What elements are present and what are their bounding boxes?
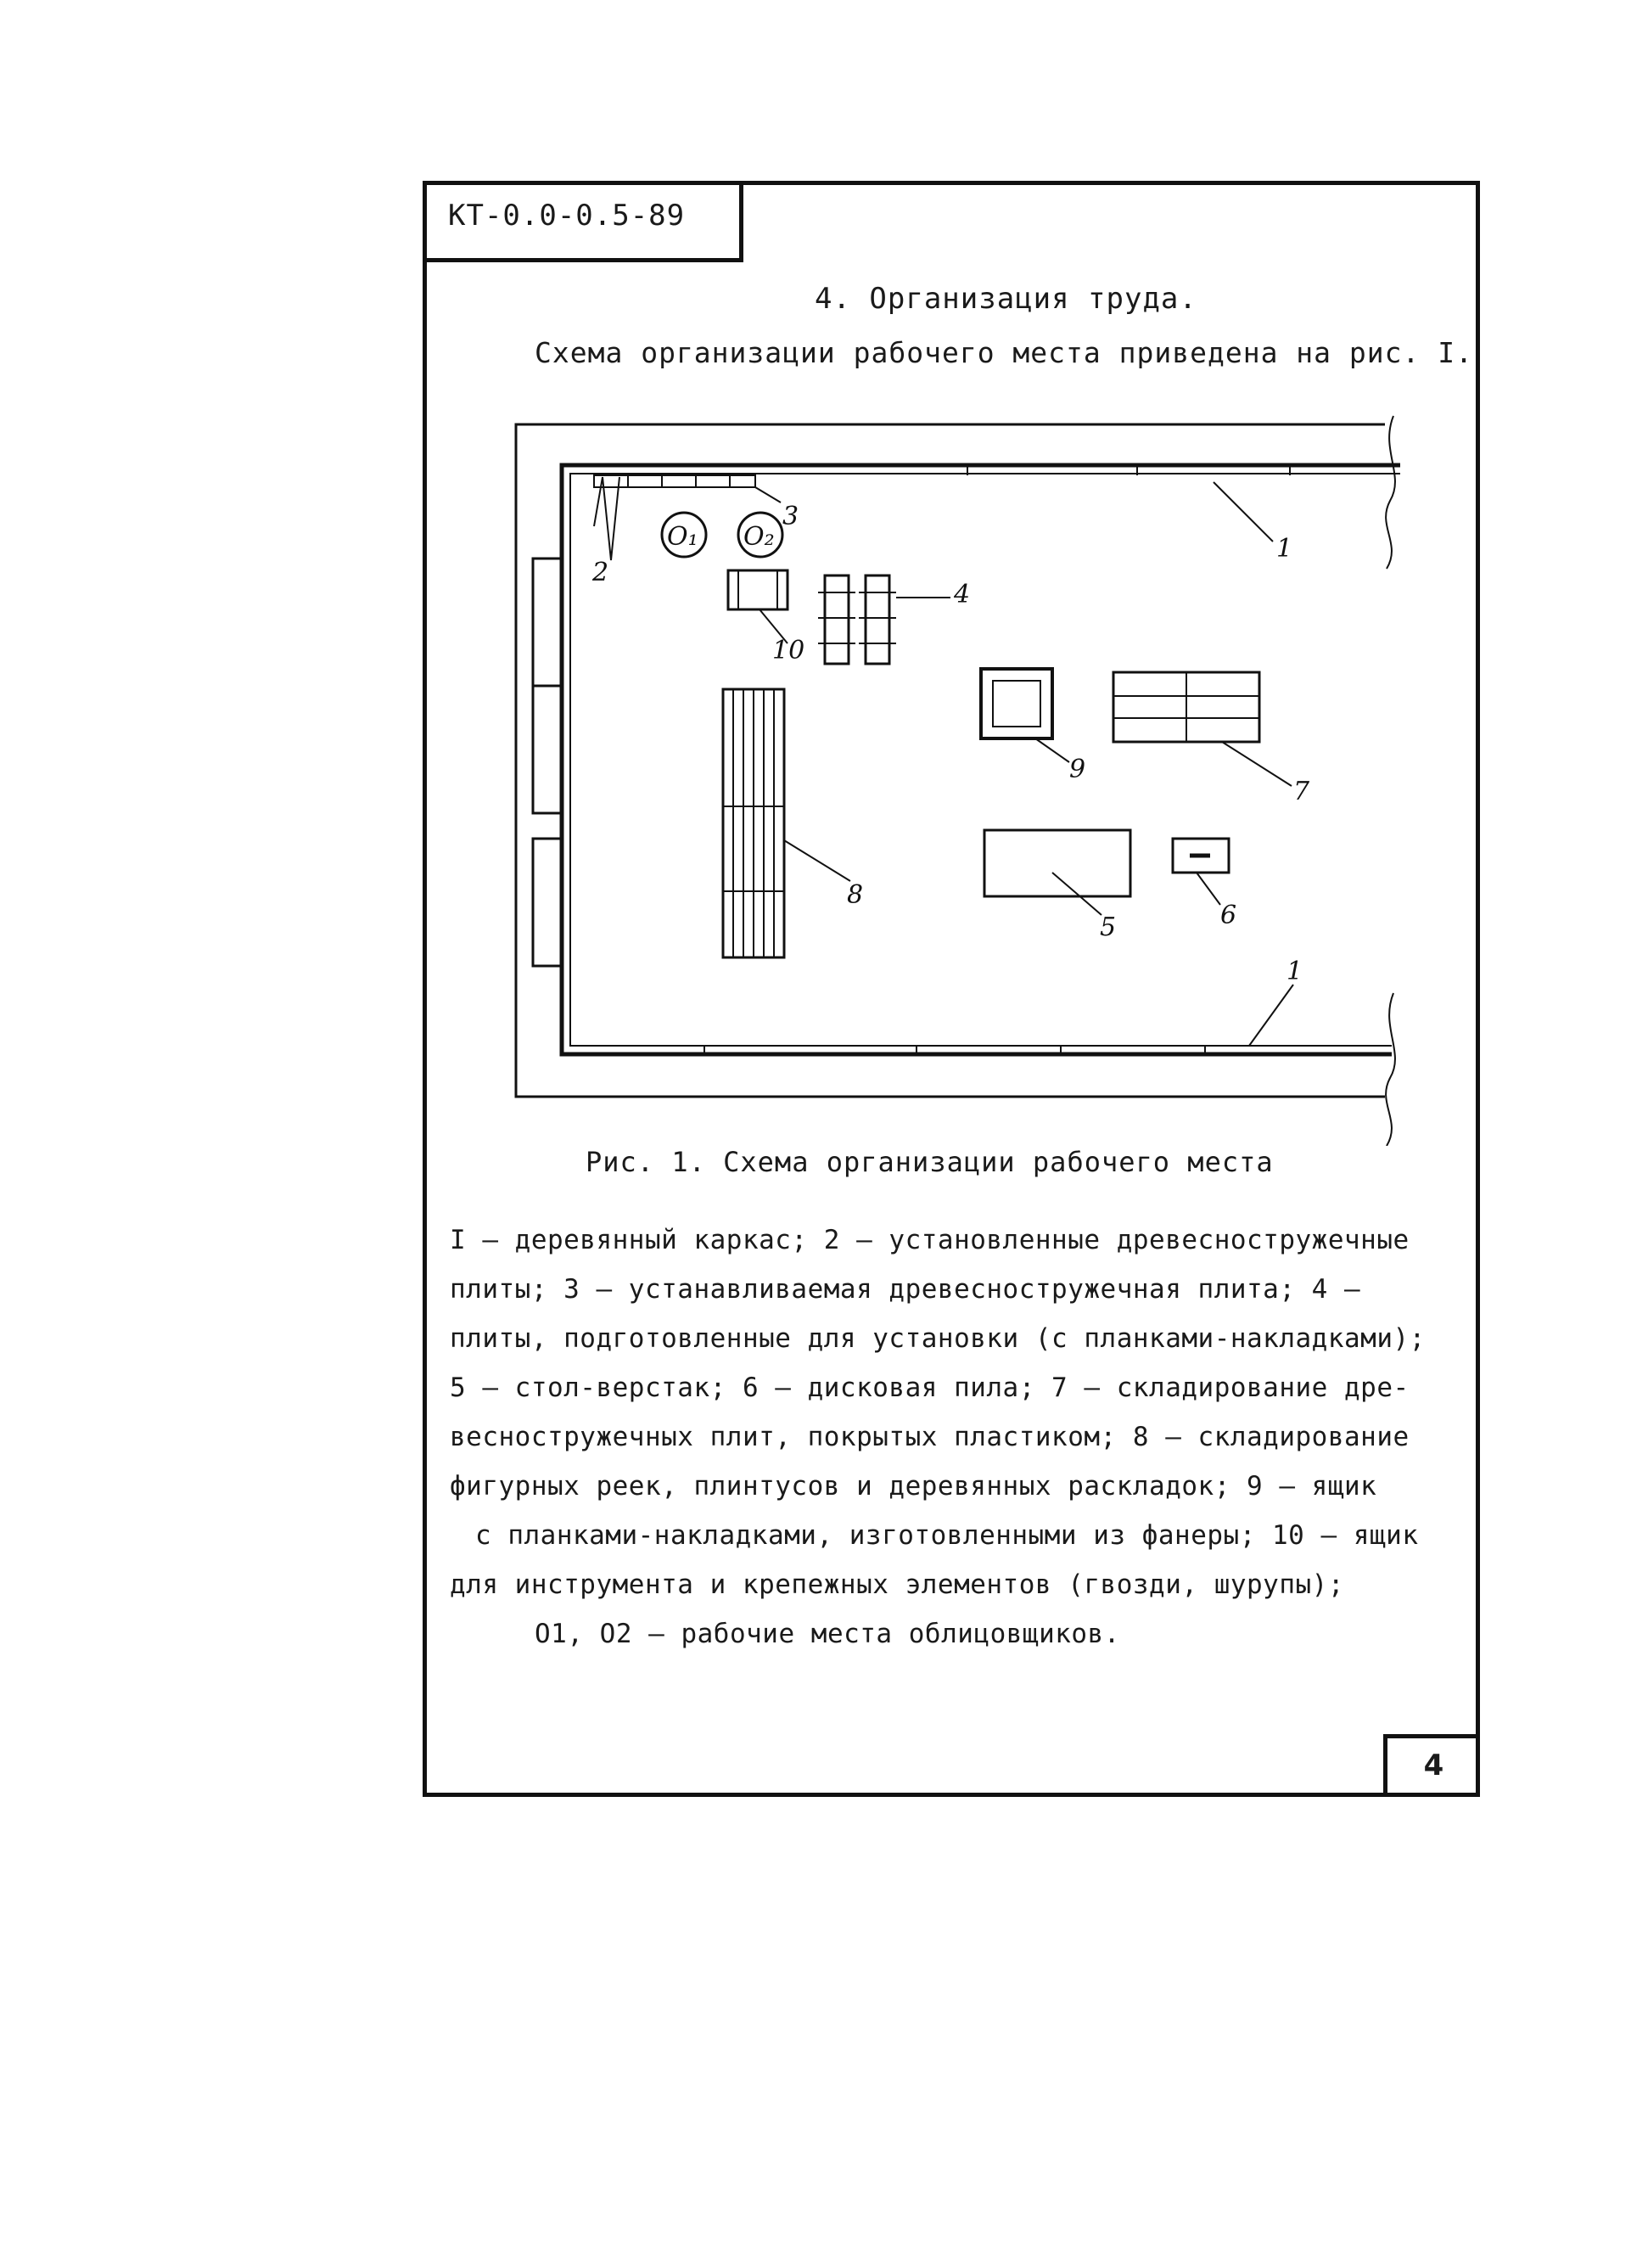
label-9: 9 [1069,755,1086,784]
legend-line: для инструмента и крепежных элементов (гвозди, шурупы); [450,1569,1344,1600]
prepared-boards-2 [866,575,889,664]
label-5: 5 [1100,912,1117,942]
label-7: 7 [1293,777,1310,806]
page-number: 4 [1383,1734,1480,1797]
label-8: 8 [847,880,864,910]
label-2: 2 [592,558,609,587]
workplace-diagram [475,399,1426,1146]
prepared-boards-1 [825,575,849,664]
label-3: 3 [782,502,799,531]
window-lower [533,839,562,966]
legend-line: фигурных реек, плинтусов и деревянных раскладок; 9 – ящик [450,1471,1377,1502]
section-heading: 4. Организация труда. [815,282,1197,316]
installed-boards [594,477,619,560]
label-1-bottom: 1 [1286,957,1303,986]
legend-line: весностружечных плит, покрытых пластиком; 8 – складирование [450,1422,1410,1452]
legend-line: 5 – стол-верстак; 6 – дисковая пила; 7 – складирование дре- [450,1373,1410,1403]
figure-legend [450,1215,1451,1659]
wall-break-top [1386,416,1395,569]
tool-box [728,570,788,609]
planks-box [981,669,1052,738]
workplace-label-2: O₂ [743,522,775,552]
inner-frame [562,465,1400,1054]
intro-text: Схема организации рабочего места приведена на рис. I. [535,336,1473,369]
workplace-label-1: O₁ [667,522,698,552]
legend-line: плиты; 3 – устанавливаемая древесностружечная плита; 4 – [450,1274,1361,1305]
wall-break-bottom [1386,993,1395,1146]
legend-line: с планками-накладками, изготовленными из фанеры; 10 – ящик [475,1520,1419,1551]
document-code: КТ-0.0-0.5-89 [423,181,743,262]
outer-wall [516,424,1385,1097]
legend-line: I – деревянный каркас; 2 – установленные древесностружечные [450,1225,1410,1255]
figure-caption: Рис. 1. Схема организации рабочего места [586,1146,1274,1178]
label-4: 4 [954,580,971,609]
window-upper [533,559,562,686]
legend-line: плиты, подготовленные для установки (с планками-накладками); [450,1323,1426,1354]
label-10: 10 [772,636,805,665]
label-1-top: 1 [1276,534,1293,564]
label-6: 6 [1220,901,1237,930]
workbench [984,830,1130,896]
legend-line: О1, О2 – рабочие места облицовщиков. [535,1619,1120,1649]
